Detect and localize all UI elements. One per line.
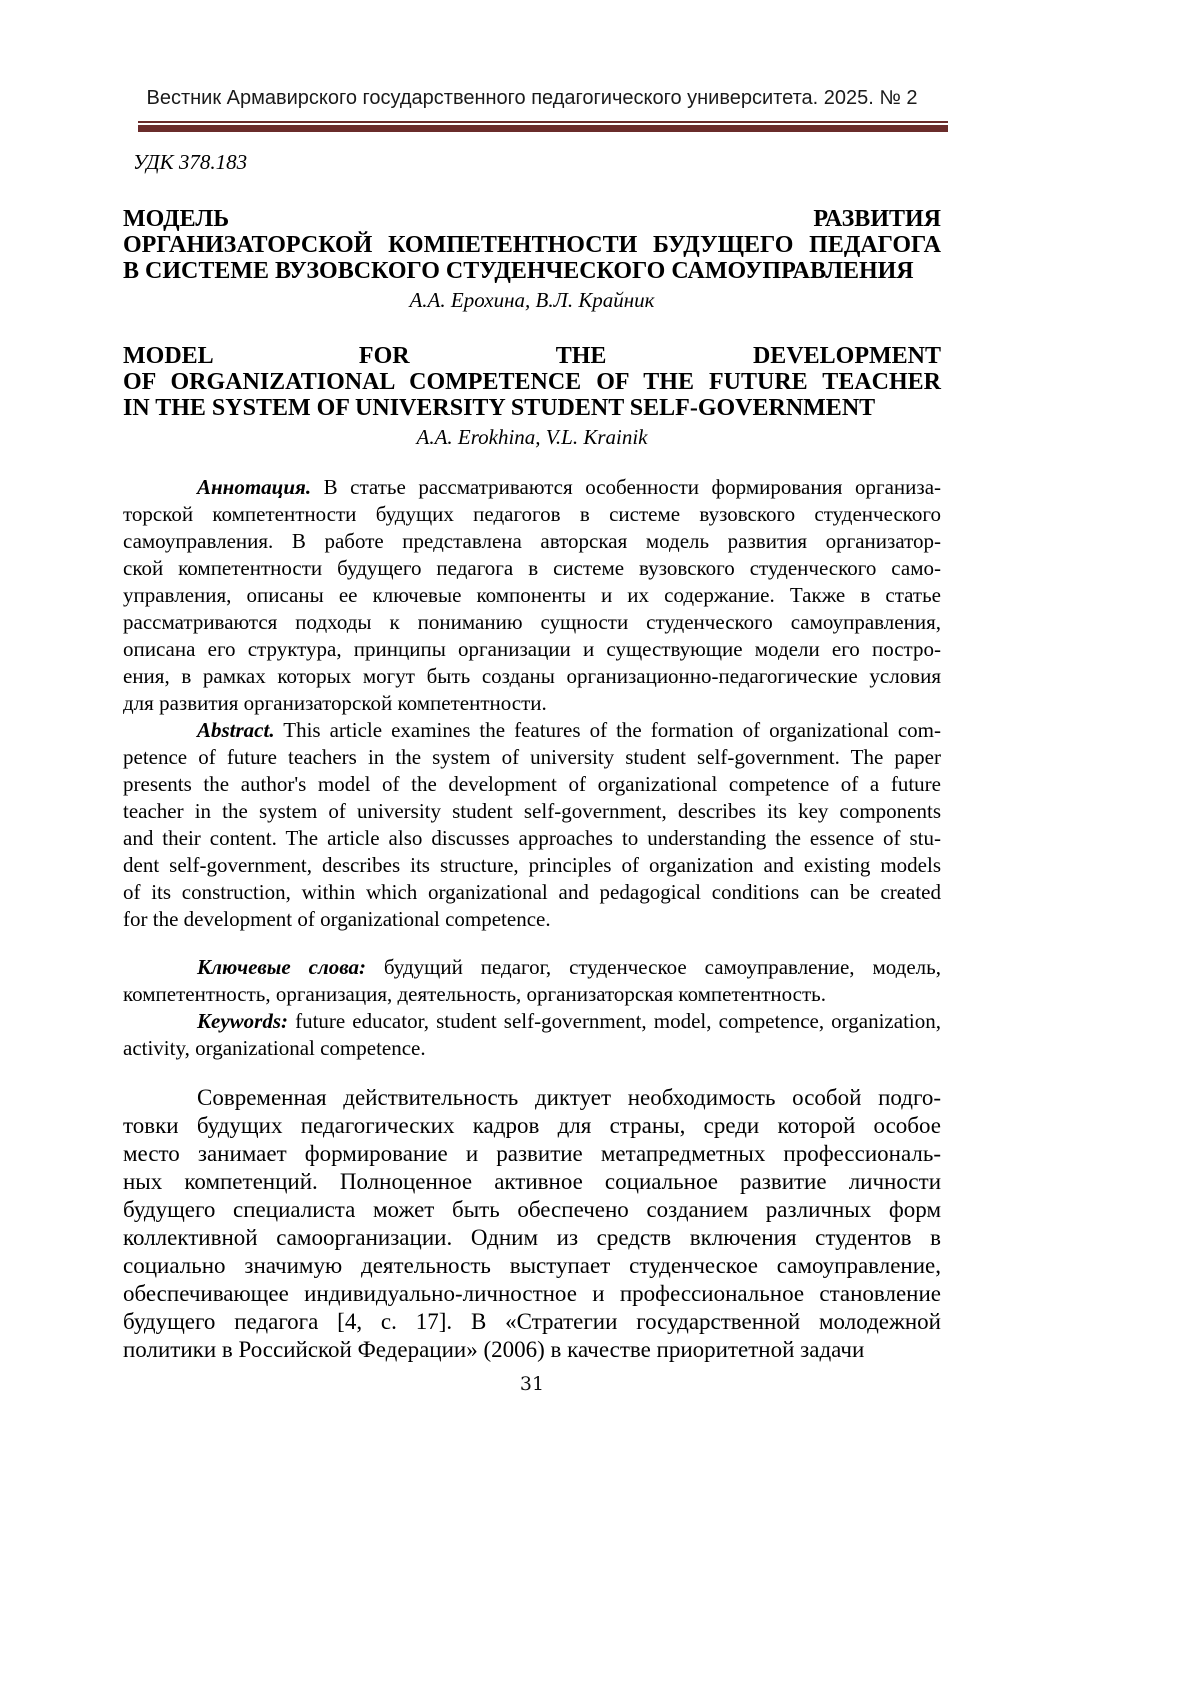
header-rule-thick-line <box>138 125 948 132</box>
page-number: 31 <box>519 1373 545 1395</box>
udc-code: УДК 378.183 <box>133 150 248 174</box>
journal-header: Вестник Армавирского государственного педагогического университета. 2025. № 2 <box>146 87 918 109</box>
keywords-en-first-line-text: future educator, student self-government, model, competence, organization, <box>295 1009 941 1033</box>
annotation-label: Аннотация. <box>197 475 312 499</box>
body-text-line: социально значимую деятельность выступает студенческое самоуправление, <box>123 1253 941 1278</box>
body-text-line: Современная действительность диктует необходимость особой подго- <box>197 1085 941 1110</box>
annotation-lines <box>123 501 941 717</box>
keywords-ru-label: Ключевые слова: <box>197 955 366 979</box>
abstract-paragraph <box>123 717 941 933</box>
annotation-line: самоуправления. В работе представлена авторская модель развития организатор- <box>123 529 941 553</box>
body-text-line: коллективной самоорганизации. Одним из средств включения студентов в <box>123 1225 941 1250</box>
annotation-first-line <box>123 474 941 501</box>
body-text-line: будущего специалиста может быть обеспечено созданием различных форм <box>123 1197 941 1222</box>
article-title-ru-line: ОРГАНИЗАТОРСКОЙ КОМПЕТЕНТНОСТИ БУДУЩЕГО ПЕДАГОГА <box>123 232 941 258</box>
body-text-line: товки будущих педагогических кадров для страны, среди которой особое <box>123 1113 941 1138</box>
abstract-line: presents the author's model of the development of organizational competence of a future <box>123 772 941 796</box>
body-text-line: ных компетенций. Полноценное активное социальное развитие личности <box>123 1169 941 1194</box>
abstract-first-line-text: This article examines the features of the formation of organizational com- <box>283 718 942 742</box>
abstract-line: and their content. The article also discusses approaches to understanding the essence of stu- <box>123 826 941 850</box>
annotation-line: торской компетентности будущих педагогов в системе вузовского студенческого <box>123 502 941 526</box>
authors-ru: А.А. Ерохина, В.Л. Крайник <box>409 288 655 312</box>
annotation-line: рассматриваются подходы к пониманию сущности студенческого самоуправления, <box>123 610 941 634</box>
body-text-line: политики в Российской Федерации» (2006) в качестве приоритетной задачи <box>123 1337 865 1362</box>
abstract-first-line <box>123 717 941 744</box>
annotation-line: управления, описаны ее ключевые компоненты и их содержание. Также в статье <box>123 583 941 607</box>
keywords-ru-first-line <box>123 954 941 981</box>
article-title-en <box>123 343 941 421</box>
header-rule <box>138 121 948 132</box>
abstract-line: teacher in the system of university student self-government, describes its key components <box>123 799 941 823</box>
abstract-lines <box>123 744 941 933</box>
keywords-ru-first-line-text: будущий педагог, студенческое самоуправление, модель, <box>383 955 941 979</box>
keywords-en-paragraph <box>123 1008 941 1062</box>
keywords-ru-paragraph <box>123 954 941 1008</box>
keywords-en-line: activity, organizational competence. <box>123 1036 426 1060</box>
body-text-line: место занимает формирование и развитие метапредметных профессиональ- <box>123 1141 941 1166</box>
header-rule-thin-line <box>138 121 948 123</box>
annotation-paragraph <box>123 474 941 717</box>
keywords-ru-line: компетентность, организация, деятельность, организаторская компетентность. <box>123 982 826 1006</box>
keywords-en-label: Keywords: <box>197 1009 288 1033</box>
article-title-ru-line: В СИСТЕМЕ ВУЗОВСКОГО СТУДЕНЧЕСКОГО САМОУПРАВЛЕНИЯ <box>123 258 914 284</box>
article-title-ru <box>123 206 941 284</box>
body-text-line: обеспечивающее индивидуально-личностное и профессиональное становление <box>123 1281 941 1306</box>
abstract-line: for the development of organizational competence. <box>123 907 551 931</box>
article-title-en-line: OF ORGANIZATIONAL COMPETENCE OF THE FUTURE TEACHER <box>123 369 941 395</box>
body-paragraph <box>123 1084 941 1364</box>
keywords-en-lines <box>123 1035 941 1062</box>
annotation-line: ения, в рамках которых могут быть созданы организационно-педагогические условия <box>123 664 941 688</box>
page-content <box>123 0 941 1396</box>
abstract-line: of its construction, within which organizational and pedagogical conditions can be created <box>123 880 941 904</box>
annotation-line: для развития организаторской компетентности. <box>123 691 547 715</box>
article-title-en-line: MODEL FOR THE DEVELOPMENT <box>123 343 941 369</box>
annotation-first-line-text: В статье рассматриваются особенности формирования организа- <box>323 475 942 499</box>
article-title-en-line: IN THE SYSTEM OF UNIVERSITY STUDENT SELF-GOVERNMENT <box>123 395 876 421</box>
abstract-line: dent self-government, describes its structure, principles of organization and existing models <box>123 853 941 877</box>
article-title-ru-line: МОДЕЛЬ РАЗВИТИЯ <box>123 206 941 232</box>
annotation-line: описана его структура, принципы организации и существующие модели его постро- <box>123 637 941 661</box>
abstract-label: Abstract. <box>197 718 275 742</box>
authors-en: A.A. Erokhina, V.L. Krainik <box>416 425 648 449</box>
abstract-line: petence of future teachers in the system of university student self-government. The paper <box>123 745 941 769</box>
keywords-en-first-line <box>123 1008 941 1035</box>
body-text-line: будущего педагога [4, с. 17]. В «Стратегии государственной молодежной <box>123 1309 941 1334</box>
keywords-ru-lines <box>123 981 941 1008</box>
annotation-line: ской компетентности будущего педагога в системе вузовского студенческого само- <box>123 556 941 580</box>
